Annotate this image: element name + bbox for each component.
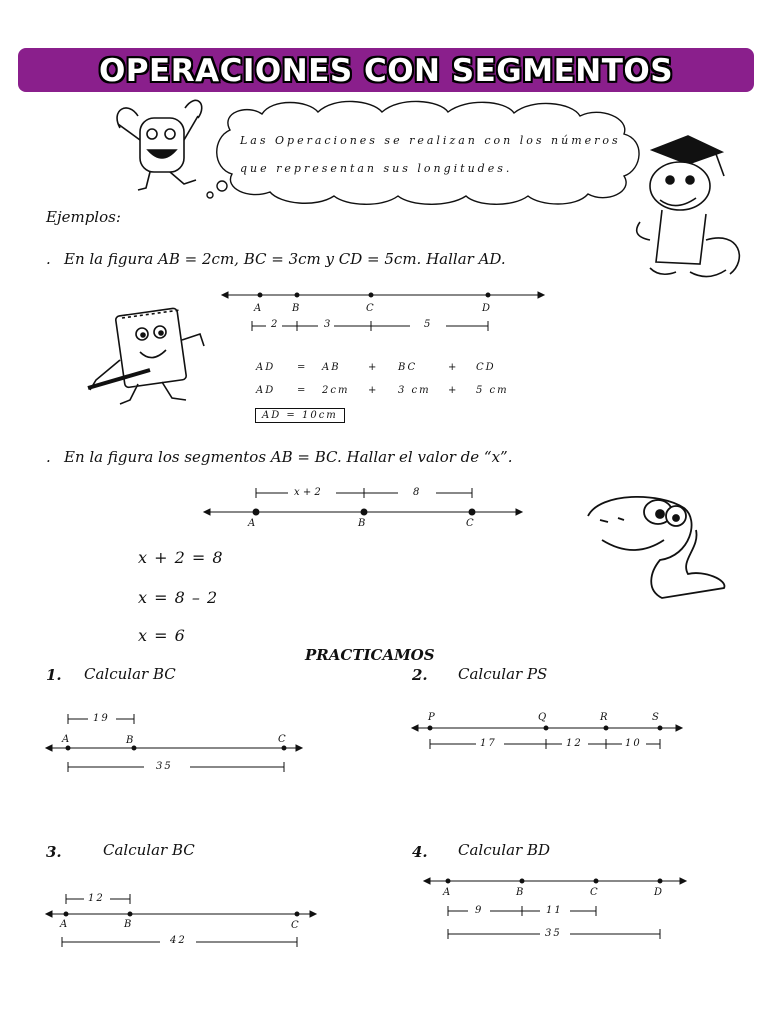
eq2-term-7: 5 cm	[476, 385, 509, 396]
p1-label-a: A	[62, 734, 70, 745]
ex2-measure-2: 8	[413, 487, 420, 498]
ex1-measure-3: 5	[424, 319, 431, 330]
p3-measure-1: 12	[88, 893, 105, 904]
p4-label-c: C	[590, 887, 598, 898]
eq1-term-4: +	[368, 362, 379, 373]
ex1-result-box: AD = 10cm	[255, 408, 345, 423]
ex1-measure-1: 2	[271, 319, 278, 330]
ex2-label-a: A	[248, 518, 256, 529]
example-2-statement: En la figura los segmentos AB = BC. Hallar el valor de “x”.	[64, 448, 513, 466]
p2-measure-2: 12	[566, 738, 583, 749]
p1-label-b: B	[126, 735, 134, 746]
practice-2-prompt: Calcular PS	[458, 665, 548, 683]
eq1-term-1: AD	[256, 362, 276, 373]
p4-label-b: B	[516, 887, 524, 898]
practice-3-prompt: Calcular BC	[103, 841, 195, 859]
eq1-term-2: =	[297, 362, 308, 373]
ex1-label-b: B	[292, 303, 300, 314]
p4-measure-2: 11	[546, 905, 563, 916]
ex2-measure-1: x + 2	[294, 487, 321, 498]
p2-label-r: R	[600, 712, 608, 723]
p1-measure-2: 35	[156, 761, 173, 772]
p1-measure-1: 19	[93, 713, 110, 724]
practice-heading: PRACTICAMOS	[305, 646, 435, 664]
p4-measure-3: 35	[545, 928, 562, 939]
eq1-term-6: +	[448, 362, 459, 373]
examples-label: Ejemplos:	[46, 208, 121, 226]
practice-4-number: 4.	[412, 843, 428, 861]
p3-measure-2: 42	[170, 935, 187, 946]
page-title: OPERACIONES CON SEGMENTOS	[98, 53, 674, 89]
example-2-bullet: .	[46, 448, 51, 466]
eq2-term-2: =	[297, 385, 308, 396]
p3-label-b: B	[124, 919, 132, 930]
ex1-measure-2: 3	[324, 319, 331, 330]
intro-line-1: Las Operaciones se realizan con los números	[240, 134, 621, 147]
p2-label-p: P	[428, 712, 435, 723]
p1-label-c: C	[278, 734, 286, 745]
p2-measure-3: 10	[625, 738, 642, 749]
eq2-term-6: +	[448, 385, 459, 396]
eq1-term-7: CD	[476, 362, 496, 373]
ex1-label-a: A	[254, 303, 262, 314]
p2-measure-1: 17	[480, 738, 497, 749]
ex1-label-d: D	[482, 303, 491, 314]
practice-3-number: 3.	[46, 843, 62, 861]
ex2-label-c: C	[466, 518, 474, 529]
eq1-term-5: BC	[398, 362, 418, 373]
practice-1-figure	[46, 714, 302, 772]
ex2-step-2: x = 8 – 2	[138, 588, 219, 607]
example-1-bullet: .	[46, 250, 51, 268]
practice-2-number: 2.	[412, 666, 428, 684]
ex1-label-c: C	[366, 303, 374, 314]
intro-line-2: que representan sus longitudes.	[240, 162, 513, 175]
eq2-term-4: +	[368, 385, 379, 396]
ex2-step-3: x = 6	[138, 626, 186, 645]
p4-measure-1: 9	[475, 905, 484, 916]
ex2-step-1: x + 2 = 8	[138, 548, 224, 567]
ex2-label-b: B	[358, 518, 366, 529]
practice-1-prompt: Calcular BC	[84, 665, 176, 683]
p2-label-q: Q	[538, 712, 547, 723]
p4-label-a: A	[443, 887, 451, 898]
p3-label-c: C	[291, 920, 299, 931]
p2-label-s: S	[652, 712, 659, 723]
example-1-statement: En la figura AB = 2cm, BC = 3cm y CD = 5cm. Hallar AD.	[64, 250, 506, 268]
eq2-term-1: AD	[256, 385, 276, 396]
practice-4-prompt: Calcular BD	[458, 841, 551, 859]
practice-1-number: 1.	[46, 666, 62, 684]
eq1-term-3: AB	[322, 362, 341, 373]
p4-label-d: D	[654, 887, 663, 898]
p3-label-a: A	[60, 919, 68, 930]
eq2-term-5: 3 cm	[398, 385, 431, 396]
eq2-term-3: 2cm	[322, 385, 350, 396]
